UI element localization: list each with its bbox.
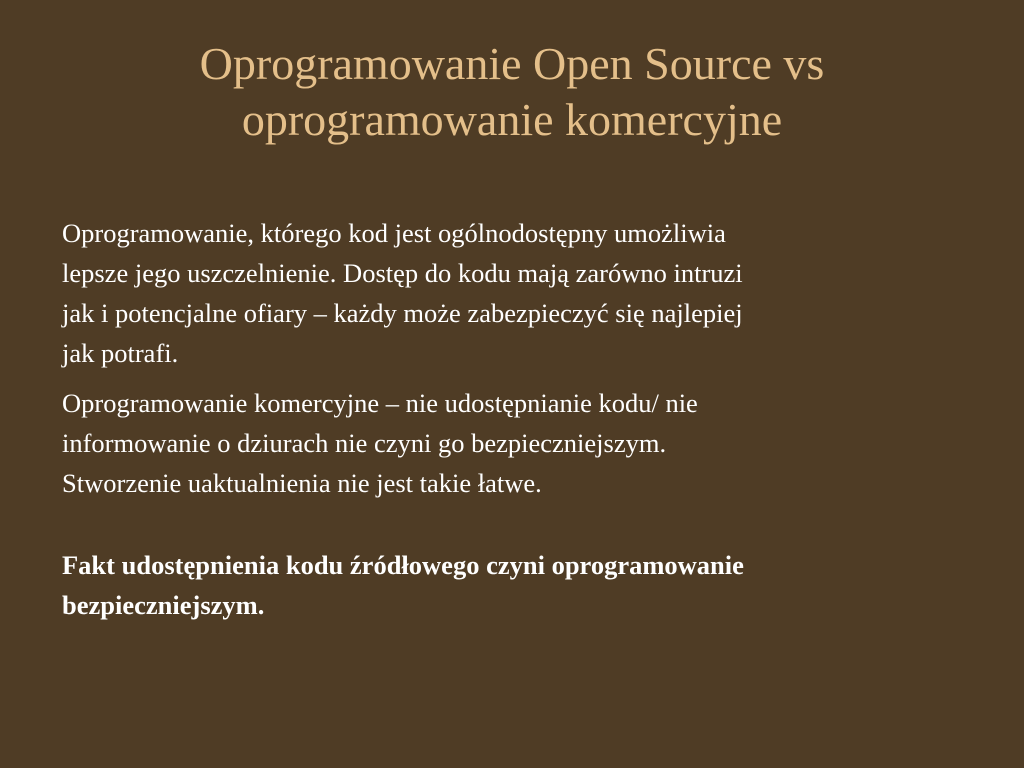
- paragraph-open-source: [62, 213, 962, 373]
- slide-title-line: Oprogramowanie Open Source vs: [199, 38, 825, 89]
- text-line: informowanie o dziurach nie czyni go bezpieczniejszym.: [62, 428, 667, 458]
- text-line: bezpieczniejszym.: [62, 590, 265, 620]
- text-line: jak potrafi.: [62, 338, 179, 368]
- paragraph-commercial: [62, 383, 962, 503]
- paragraph-conclusion: [62, 545, 962, 625]
- slide-title-line: oprogramowanie komercyjne: [241, 94, 783, 145]
- text-line: Oprogramowanie komercyjne – nie udostępnianie kodu/ nie: [62, 388, 698, 418]
- text-line: lepsze jego uszczelnienie. Dostęp do kodu mają zarówno intruzi: [62, 258, 743, 288]
- slide-title: [40, 36, 984, 148]
- text-line: jak i potencjalne ofiary – każdy może zabezpieczyć się najlepiej: [62, 298, 743, 328]
- slide-body: [62, 213, 962, 625]
- text-line: Stworzenie uaktualnienia nie jest takie łatwe.: [62, 468, 542, 498]
- text-line: Fakt udostępnienia kodu źródłowego czyni oprogramowanie: [62, 550, 744, 580]
- text-line: Oprogramowanie, którego kod jest ogólnodostępny umożliwia: [62, 218, 726, 248]
